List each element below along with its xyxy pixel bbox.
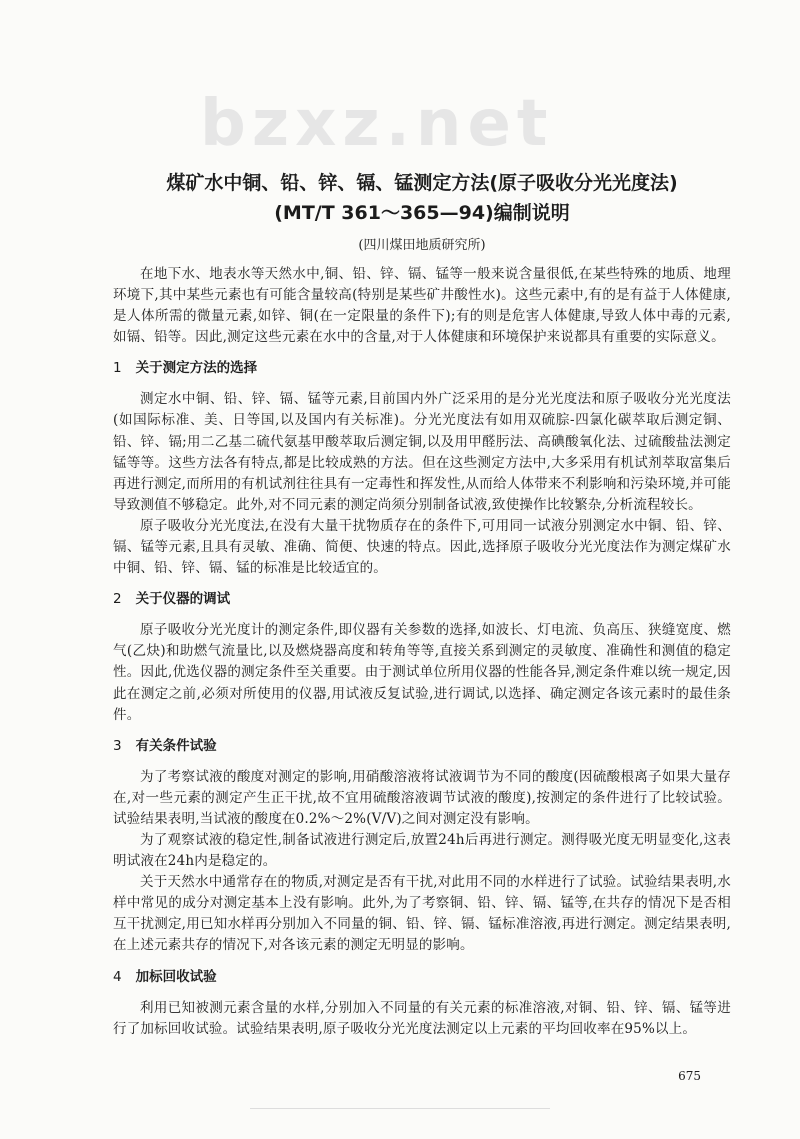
- section-heading: [113, 589, 731, 610]
- paragraph: 利用已知被测元素含量的水样,分别加入不同量的有关元素的标准溶液,对铜、铅、锌、镉、锰等进行了加标回收试验。试验结果表明,原子吸收分光光度法测定以上元素的平均回收率在95%以上。: [113, 999, 731, 1037]
- section-1: [113, 358, 731, 579]
- section-4: [113, 967, 731, 1040]
- section-number: 3: [113, 737, 122, 754]
- paragraph: 为了考察试液的酸度对测定的影响,用硝酸溶液将试液调节为不同的酸度(因硫酸根离子如果大量存在,对一些元素的测定产生正干扰,故不宜用硫酸溶液调节试液的酸度),按测定的条件进行了比较试验。试验结果表明,当试液的酸度在0.2%～2%(V/V)之间对测定没有影响。: [113, 768, 731, 827]
- intro-paragraph: 在地下水、地表水等天然水中,铜、铅、锌、镉、锰等一般来说含量很低,在某些特殊的地质、地理环境下,其中某些元素也有可能含量较高(特别是某些矿井酸性水)。这些元素中,有的是有益于人体健康,是人体所需的微量元素,如锌、铜(在一定限量的条件下);有的则是危害人体健康,导致人体中毒的元素,如镉、铅等。因此,测定这些元素在水中的含量,对于人体健康和环境保护来说都具有重要的实际意义。: [113, 266, 731, 346]
- watermark: bzxz.net: [200, 87, 554, 161]
- title-line-1: 煤矿水中铜、铅、锌、镉、锰测定方法(原子吸收分光光度法): [166, 172, 678, 194]
- section-title: 关于测定方法的选择: [135, 360, 258, 377]
- bottom-rule: [250, 1108, 550, 1109]
- author: (四川煤田地质研究所): [358, 238, 486, 253]
- section-number: 1: [113, 360, 122, 377]
- title-line-2: (MT/T 361～365—94)编制说明: [274, 202, 570, 224]
- section-heading: [113, 736, 731, 757]
- section-3: [113, 736, 731, 957]
- paragraph: 为了观察试液的稳定性,制备试液进行测定后,放置24h后再进行测定。测得吸光度无明显变化,这表明试液在24h内是稳定的。: [113, 831, 731, 870]
- page-number: 675: [678, 1068, 701, 1083]
- section-2: [113, 589, 731, 725]
- document-page: [113, 0, 731, 1139]
- section-title: 关于仪器的调试: [135, 591, 231, 608]
- section-title: 有关条件试验: [135, 737, 217, 754]
- paragraph: 原子吸收分光光度法,在没有大量干扰物质存在的条件下,可用同一试液分别测定水中铜、铅、锌、镉、锰等元素,且具有灵敏、准确、简便、快速的特点。因此,选择原子吸收分光光度法作为测定煤矿水中铜、铅、锌、镉、锰的标准是比较适宜的。: [113, 517, 731, 577]
- paragraph: 原子吸收分光光度计的测定条件,即仪器有关参数的选择,如波长、灯电流、负高压、狭缝宽度、燃气(乙炔)和助燃气流量比,以及燃烧器高度和转角等等,直接关系到测定的灵敏度、准确性和测值的稳定性。因此,优选仪器的测定条件至关重要。由于测试单位所用仪器的性能各异,测定条件难以统一规定,因此在测定之前,必须对所使用的仪器,用试液反复试验,进行调试,以选择、确定测定各该元素时的最佳条件。: [113, 622, 731, 723]
- section-title: 加标回收试验: [135, 968, 217, 985]
- section-number: 4: [113, 968, 122, 985]
- section-heading: [113, 358, 731, 379]
- paragraph: 测定水中铜、铅、锌、镉、锰等元素,目前国内外广泛采用的是分光光度法和原子吸收分光光度法(如国际标准、美、日等国,以及国内有关标准)。分光光度法有如用双硫腙-四氯化碳萃取后测定铜、铅、锌、镉;用二乙基二硫代氨基甲酸萃取后测定铜,以及用甲醛肟法、高碘酸氧化法、过硫酸盐法测定锰等等。这些方法各有特点,都是比较成熟的方法。但在这些测定方法中,大多采用有机试剂萃取富集后再进行测定,而所用的有机试剂往往具有一定毒性和挥发性,从而给人体带来不利影响和污染环境,并可能导致测值不够稳定。此外,对不同元素的测定尚须分别制备试液,致使操作比较繁杂,分析流程较长。: [113, 391, 731, 513]
- paragraph: 关于天然水中通常存在的物质,对测定是否有干扰,对此用不同的水样进行了试验。试验结果表明,水样中常见的成分对测定基本上没有影响。此外,为了考察铜、铅、锌、镉、锰等,在共存的情况下是否相互干扰测定,用已知水样再分别加入不同量的铜、铅、锌、镉、锰标准溶液,再进行测定。测定结果表明,在上述元素共存的情况下,对各该元素的测定无明显的影响。: [113, 874, 731, 954]
- section-number: 2: [113, 591, 122, 608]
- section-heading: [113, 967, 731, 988]
